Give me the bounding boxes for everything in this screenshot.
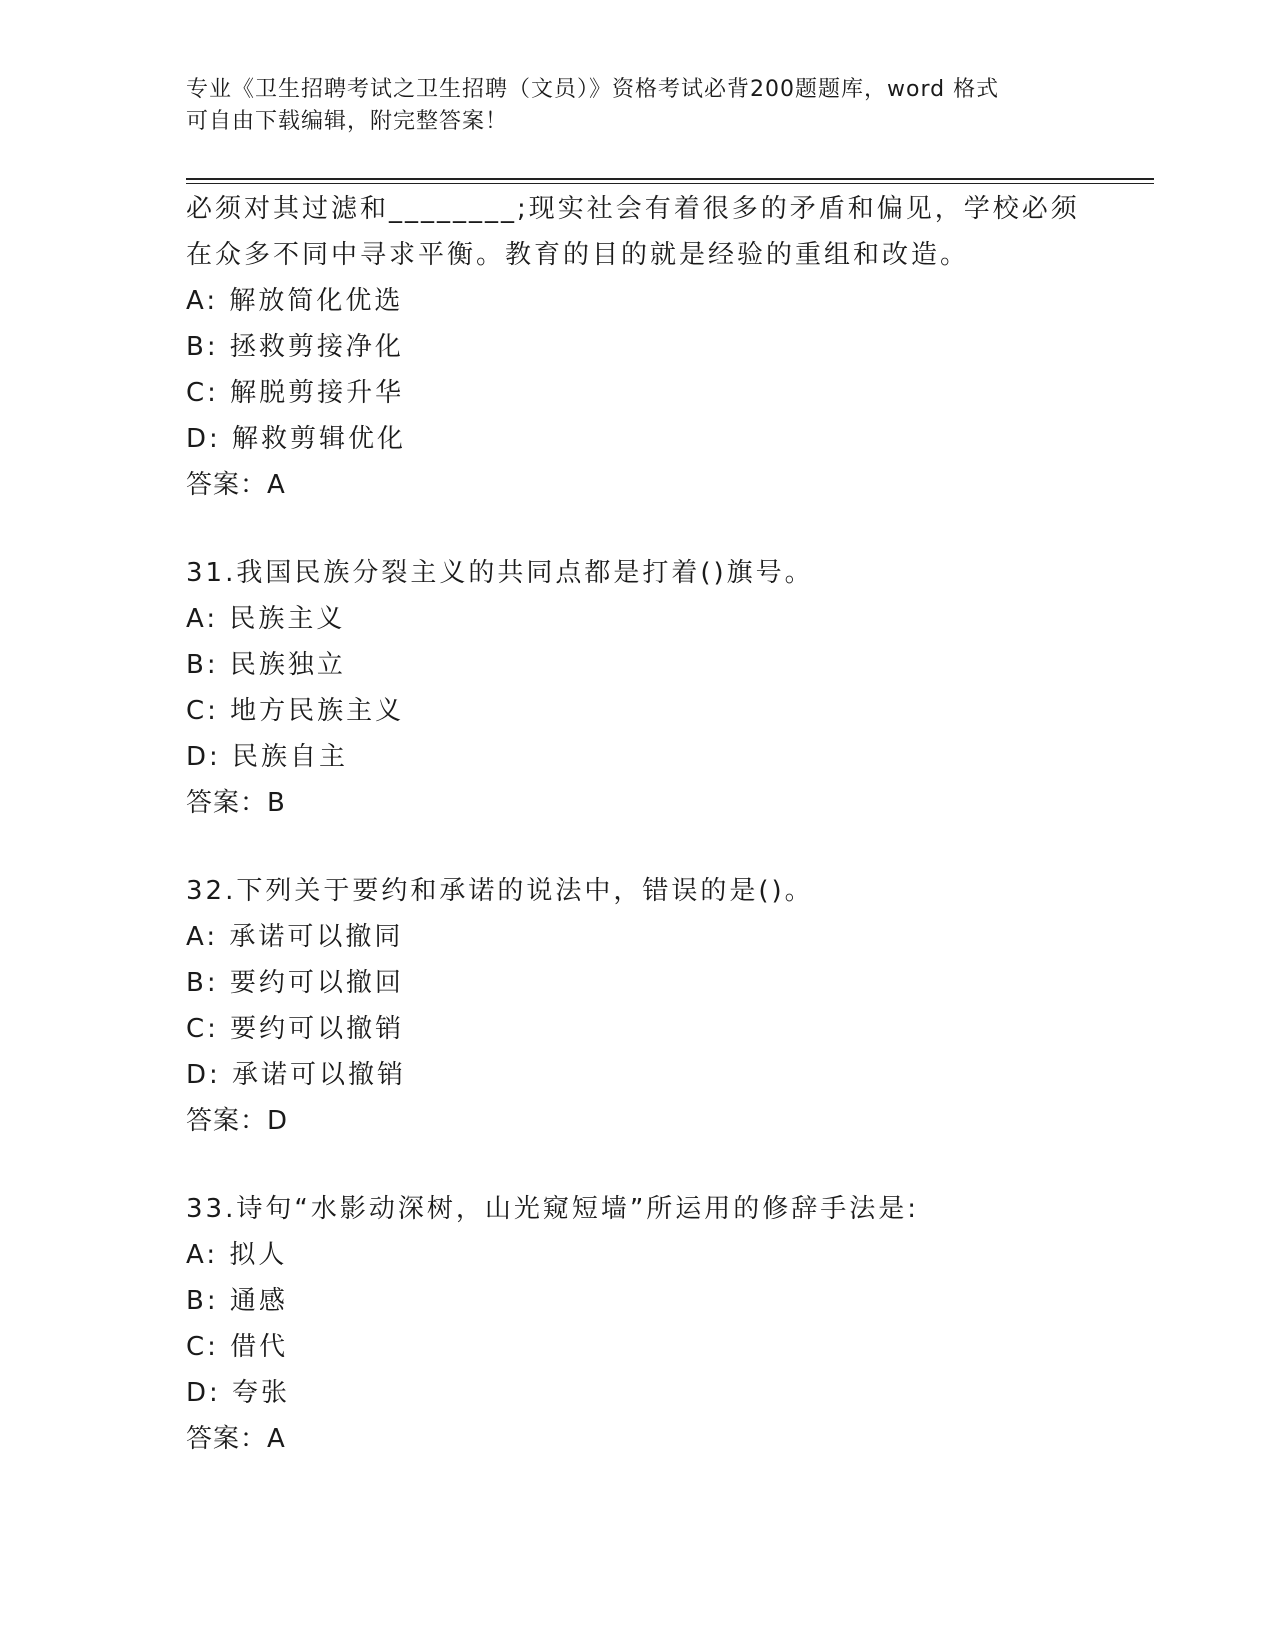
header-title-line-2: 可自由下载编辑，附完整答案！ xyxy=(186,109,509,134)
option-c: C: 解脱剪接升华 xyxy=(186,378,405,408)
option-a: A: 拟人 xyxy=(186,1240,288,1270)
document-body xyxy=(186,186,1086,1462)
answer-line: 答案：D xyxy=(186,1106,289,1136)
question-stem: 32.下列关于要约和承诺的说法中，错误的是()。 xyxy=(186,876,814,906)
option-c: C: 借代 xyxy=(186,1332,289,1362)
answer-line: 答案：A xyxy=(186,1424,286,1454)
question-stem: 31.我国民族分裂主义的共同点都是打着()旗号。 xyxy=(186,558,814,588)
answer-line: 答案：B xyxy=(186,788,286,818)
option-c: C: 要约可以撤销 xyxy=(186,1014,405,1044)
option-d: D: 夸张 xyxy=(186,1378,291,1408)
option-a: A: 承诺可以撤同 xyxy=(186,922,404,952)
option-a: A: 解放简化优选 xyxy=(186,286,404,316)
question-stem: 必须对其过滤和________;现实社会有着很多的矛盾和偏见，学校必须 xyxy=(186,194,1080,224)
question-stem: 33.诗句“水影动深树，山光窥短墙”所运用的修辞手法是: xyxy=(186,1194,920,1224)
question-stem: 在众多不同中寻求平衡。教育的目的就是经验的重组和改造。 xyxy=(186,240,970,270)
answer-line: 答案：A xyxy=(186,470,286,500)
question-block-33 xyxy=(186,1186,1086,1462)
option-b: B: 要约可以撤回 xyxy=(186,968,404,998)
question-block-continued xyxy=(186,186,1086,508)
document-header xyxy=(186,74,1066,138)
option-b: B: 民族独立 xyxy=(186,650,346,680)
header-divider xyxy=(186,178,1154,184)
option-d: D: 民族自主 xyxy=(186,742,349,772)
option-d: D: 解救剪辑优化 xyxy=(186,424,407,454)
option-c: C: 地方民族主义 xyxy=(186,696,405,726)
question-block-31 xyxy=(186,550,1086,826)
option-b: B: 拯救剪接净化 xyxy=(186,332,404,362)
option-b: B: 通感 xyxy=(186,1286,288,1316)
option-d: D: 承诺可以撤销 xyxy=(186,1060,407,1090)
option-a: A: 民族主义 xyxy=(186,604,346,634)
header-title-line-1: 专业《卫生招聘考试之卫生招聘（文员）》资格考试必背200题题库，word 格式 xyxy=(186,77,1000,102)
question-block-32 xyxy=(186,868,1086,1144)
